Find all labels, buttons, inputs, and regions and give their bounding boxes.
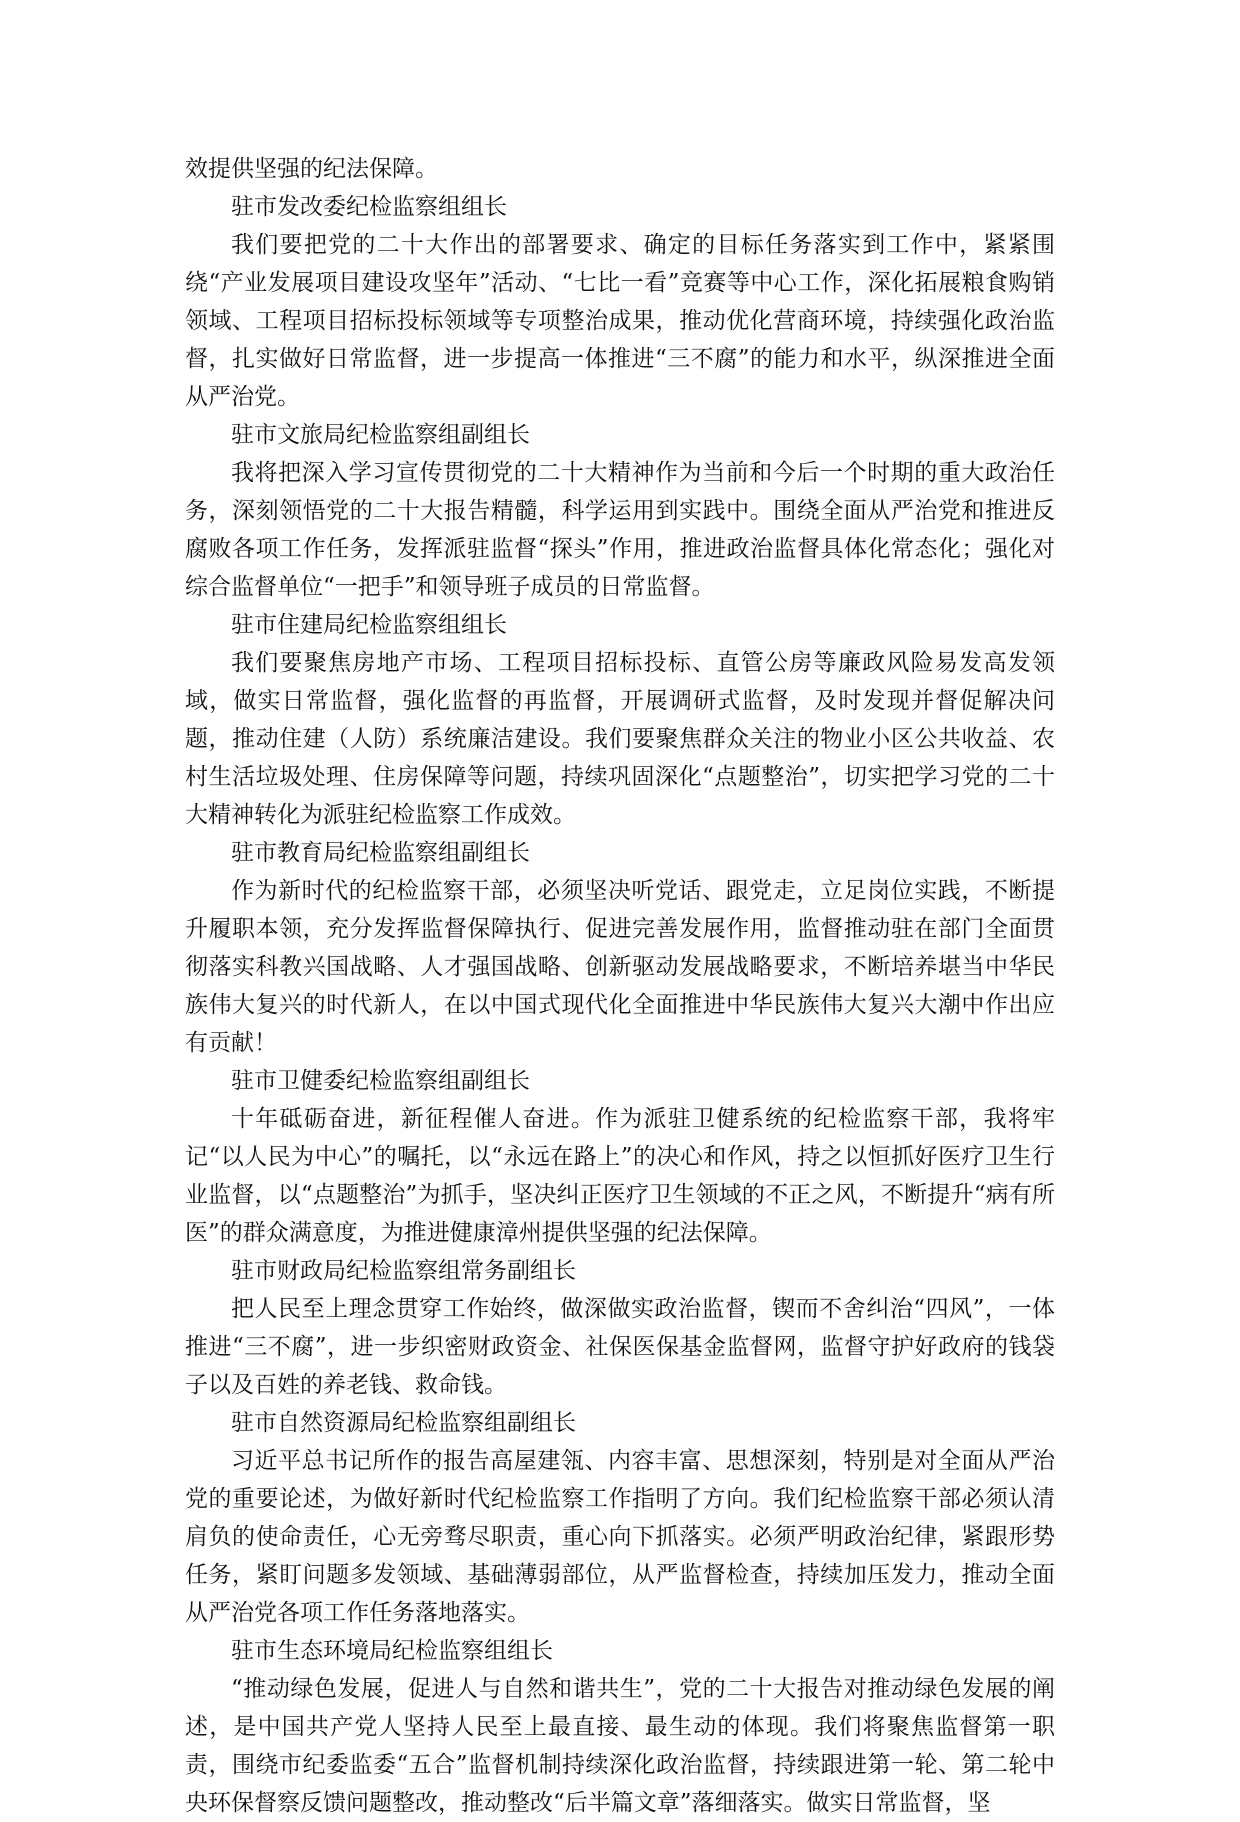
speaker-heading: 驻市卫健委纪检监察组副组长 xyxy=(231,1068,530,1094)
speaker-heading: 驻市住建局纪检监察组组长 xyxy=(231,612,507,638)
speech-paragraph: 作为新时代的纪检监察干部，必须坚决听党话、跟党走，立足岗位实践，不断提升履职本领，充分发挥监督保障执行、促进完善发展作用，监督推动驻在部门全面贯彻落实科教兴国战略、人才强国战略、创新驱动发展战略要求，不断培养堪当中华民族伟大复兴的时代新人，在以中国式现代化全面推进中华民族伟大复兴大潮中作出应有贡献！ xyxy=(185,878,1055,1056)
opening-paragraph: 效提供坚强的纪法保障。 xyxy=(185,156,438,182)
speech-paragraph: 习近平总书记所作的报告高屋建瓴、内容丰富、思想深刻，特别是对全面从严治党的重要论述，为做好新时代纪检监察工作指明了方向。我们纪检监察干部必须认清肩负的使命责任，心无旁骛尽职责，重心向下抓落实。必须严明政治纪律，紧跟形势任务，紧盯问题多发领域、基础薄弱部位，从严监督检查，持续加压发力，推动全面从严治党各项工作任务落地落实。 xyxy=(185,1448,1055,1626)
speaker-heading: 驻市财政局纪检监察组常务副组长 xyxy=(231,1258,576,1284)
document-page xyxy=(185,150,1055,1822)
speaker-heading: 驻市发改委纪检监察组组长 xyxy=(231,194,507,220)
speech-paragraph: 我们要把党的二十大作出的部署要求、确定的目标任务落实到工作中，紧紧围绕“产业发展项目建设攻坚年”活动、“七比一看”竞赛等中心工作，深化拓展粮食购销领域、工程项目招标投标领域等专项整治成果，推动优化营商环境，持续强化政治监督，扎实做好日常监督，进一步提高一体推进“三不腐”的能力和水平，纵深推进全面从严治党。 xyxy=(185,232,1055,410)
speaker-heading: 驻市自然资源局纪检监察组副组长 xyxy=(231,1410,576,1436)
speech-paragraph: 把人民至上理念贯穿工作始终，做深做实政治监督，锲而不舍纠治“四风”，一体推进“三不腐”，进一步织密财政资金、社保医保基金监督网，监督守护好政府的钱袋子以及百姓的养老钱、救命钱。 xyxy=(185,1296,1055,1398)
speaker-heading: 驻市文旅局纪检监察组副组长 xyxy=(231,422,530,448)
speech-paragraph: 十年砥砺奋进，新征程催人奋进。作为派驻卫健系统的纪检监察干部，我将牢记“以人民为中心”的嘱托，以“永远在路上”的决心和作风，持之以恒抓好医疗卫生行业监督，以“点题整治”为抓手，坚决纠正医疗卫生领域的不正之风，不断提升“病有所医”的群众满意度，为推进健康漳州提供坚强的纪法保障。 xyxy=(185,1106,1055,1246)
speech-paragraph: 我将把深入学习宣传贯彻党的二十大精神作为当前和今后一个时期的重大政治任务，深刻领悟党的二十大报告精髓，科学运用到实践中。围绕全面从严治党和推进反腐败各项工作任务，发挥派驻监督“探头”作用，推进政治监督具体化常态化；强化对综合监督单位“一把手”和领导班子成员的日常监督。 xyxy=(185,460,1055,600)
speech-paragraph: 我们要聚焦房地产市场、工程项目招标投标、直管公房等廉政风险易发高发领域，做实日常监督，强化监督的再监督，开展调研式监督，及时发现并督促解决问题，推动住建（人防）系统廉洁建设。我们要聚焦群众关注的物业小区公共收益、农村生活垃圾处理、住房保障等问题，持续巩固深化“点题整治”，切实把学习党的二十大精神转化为派驻纪检监察工作成效。 xyxy=(185,650,1055,828)
speech-paragraph: “推动绿色发展，促进人与自然和谐共生”，党的二十大报告对推动绿色发展的阐述，是中国共产党人坚持人民至上最直接、最生动的体现。我们将聚焦监督第一职责，围绕市纪委监委“五合”监督机制持续深化政治监督，持续跟进第一轮、第二轮中央环保督察反馈问题整改，推动整改“后半篇文章”落细落实。做实日常监督，坚 xyxy=(185,1676,1055,1816)
speaker-heading: 驻市生态环境局纪检监察组组长 xyxy=(231,1638,553,1664)
speaker-heading: 驻市教育局纪检监察组副组长 xyxy=(231,840,530,866)
